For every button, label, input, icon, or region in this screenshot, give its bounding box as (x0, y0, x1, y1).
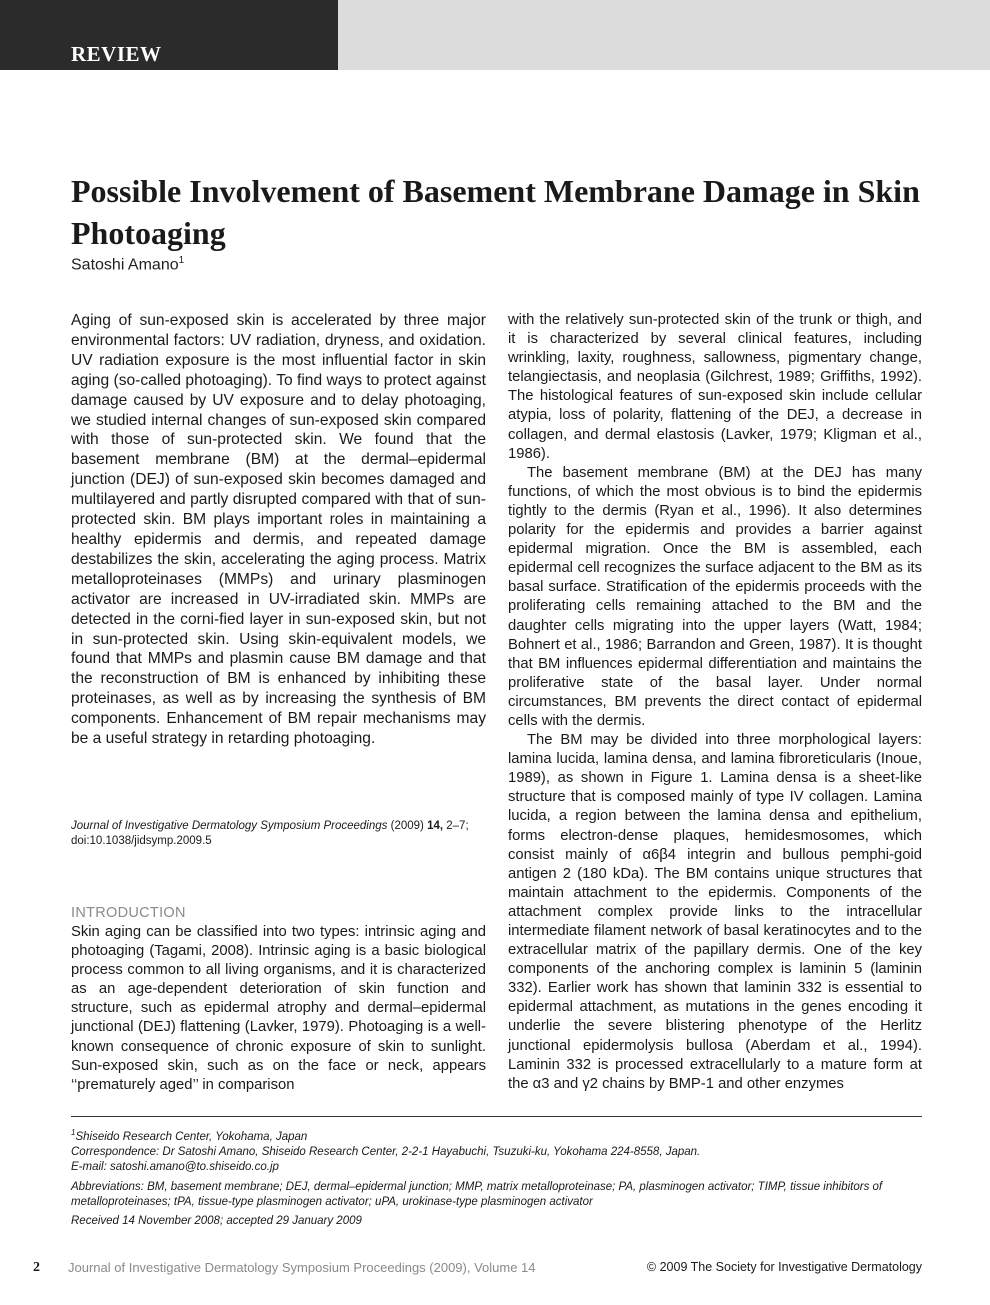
article-title: Possible Involvement of Basement Membrane Damage in Skin Photoaging (71, 173, 920, 251)
introduction-heading: INTRODUCTION (71, 905, 186, 921)
citation-journal: Journal of Investigative Dermatology Symposium Proceedings (71, 820, 388, 832)
introduction-text: Skin aging can be classified into two types: intrinsic aging and photoaging (Tagami, 2008). Intrinsic aging is a basic biological process common to all living organisms, and it is characterized as an age-dependent deterioration of skin function and structure, such as epidermal atrophy and dermal–epidermal junctional (DEJ) flattening (Lavker, 1979). Photoaging is a well-known consequence of chronic exposure of skin to sunlight. Sun-exposed skin, such as on the face or neck, appears ‘‘prematurely aged’’ in comparison (71, 924, 486, 1093)
footnote-abbreviations: Abbreviations: BM, basement membrane; DEJ, dermal–epidermal junction; MMP, matrix metalloproteinase; PA, plasminogen activator; TIMP, tissue inhibitors of metalloproteinases; tPA, tissue-type plasminogen activator; uPA, urokinase-type plasminogen activator (71, 1181, 883, 1208)
right-paragraph-3: The BM may be divided into three morphological layers: lamina lucida, lamina densa, and lamina fibroreticularis (Inoue, 1989), as shown in Figure 1. Lamina densa is a sheet-like structure that is composed mainly of type IV collagen. Lamina lucida, a region between the lamina densa and epithelium, forms electron-dense plaques, hemidesmosomes, which consist mainly of α6β4 integrin and bullous pemphi-goid antigen 2 (180 kDa). The BM contains unique structures that maintain attachment to the epidermis. Components of the attachment complex provide links to the intracellular intermediate filament network of basal keratinocytes and to the extracellular matrix of the papillary dermis. One of the key components of the anchoring complex is laminin 5 (laminin 332). Earlier work has shown that laminin 332 is essential to epidermal attachment, as mutations in the genes encoding it underlie the severe blistering phenotype of the Herlitz junctional epidermolysis bullosa (Aberdam et al., 1994). Laminin 332 is processed extracellularly to a mature form at the α3 and γ2 chains by BMP-1 and other enzymes (508, 732, 922, 1092)
citation (71, 819, 486, 849)
affiliation-marker: 1 (71, 1128, 76, 1137)
author-affiliation-marker: 1 (178, 255, 185, 266)
correspondence-text: Correspondence: Dr Satoshi Amano, Shiseido Research Center, 2-2-1 Hayabuchi, Tsuzuki-ku, Yokohama 224-8558, Japan. (71, 1146, 701, 1158)
abstract-text: Aging of sun-exposed skin is accelerated by three major environmental factors: UV radiation, dryness, and oxidation. UV radiation exposure is the most influential factor in skin aging (so-called photoaging). To find ways to protect against damage caused by UV exposure and to delay photoaging, we studied internal changes of sun-exposed skin compared with those of sun-protected skin. We found that the basement membrane (BM) at the dermal–epidermal junction (DEJ) of sun-exposed skin becomes damaged and multilayered and partly disrupted compared with that of sun-protected skin. BM plays important roles in maintaining a healthy epidermis and dermis, and repeated damage destabilizes the skin, accelerating the aging process. Matrix metalloproteinases (MMPs) and urinary plasminogen activator are increased in UV-irradiated skin. MMPs are detected in the corni-fied layer in sun-exposed skin, but not in sun-protected skin. Using skin-equivalent models, we found that MMPs and plasmin cause BM damage and that the reconstruction of BM is enhanced by inhibiting these proteinases, as well as by increasing the synthesis of BM components. Enhancement of BM repair mechanisms may be a useful strategy in retarding photoaging. (71, 312, 486, 748)
right-paragraph-1: with the relatively sun-protected skin of the trunk or thigh, and it is characterized by several clinical features, including wrinkling, laxity, roughness, sallowness, pigmentary change, telangiectasis, and neoplasia (Gilchrest, 1989; Griffiths, 1992). The histological features of sun-exposed skin include cellular atypia, loss of polarity, flattening of the DEJ, a decrease in collagen, and dermal elastosis (Lavker, 1979; Kligman et al., 1986). (508, 312, 922, 462)
header-band-light (338, 0, 990, 70)
footnote-received: Received 14 November 2008; accepted 29 January 2009 (71, 1215, 362, 1227)
header-band-dark (0, 0, 338, 70)
footnote-divider (71, 1116, 922, 1117)
affiliation-text: Shiseido Research Center, Yokohama, Japan (75, 1130, 308, 1143)
footnote-correspondence (71, 1145, 922, 1175)
citation-pages: 2–7; (446, 820, 469, 832)
abstract (71, 311, 486, 749)
copyright-notice: © 2009 The Society for Investigative Dermatology (646, 1260, 922, 1274)
citation-year: (2009) (390, 820, 424, 832)
author-name: Satoshi Amano (71, 256, 179, 274)
right-column (508, 311, 922, 1094)
section-label: REVIEW (71, 42, 162, 66)
citation-doi[interactable]: doi:10.1038/jidsymp.2009.5 (71, 835, 212, 847)
footnote-affiliation (71, 1125, 922, 1145)
author-line (71, 255, 184, 274)
right-paragraph-2: The basement membrane (BM) at the DEJ has many functions, of which the most obvious is to bind the epidermis tightly to the dermis (Ryan et al., 1996). It also determines polarity for the epidermis and provides a barrier against epidermal migration. Once the BM is assembled, each epidermal cell recognizes the surface adjacent to the BM as its basal surface. Stratification of the epidermis proceeds with the proliferating cells remaining attached to the BM and the daughter cells migrating into the upper layers (Watt, 1984; Bohnert et al., 1986; Barrandon and Green, 1987). It is thought that BM influences epidermal differentiation and maintains the proliferative state of the basal layer. Under normal circumstances, BM prevents the direct contact of epidermal cells with the dermis. (508, 464, 922, 729)
email-text[interactable]: E-mail: satoshi.amano@to.shiseido.co.jp (71, 1161, 279, 1173)
journal-footer: Journal of Investigative Dermatology Symposium Proceedings (2009), Volume 14 (68, 1260, 536, 1275)
introduction-body (71, 923, 486, 1095)
citation-volume: 14, (427, 820, 444, 832)
page-number: 2 (33, 1260, 40, 1275)
